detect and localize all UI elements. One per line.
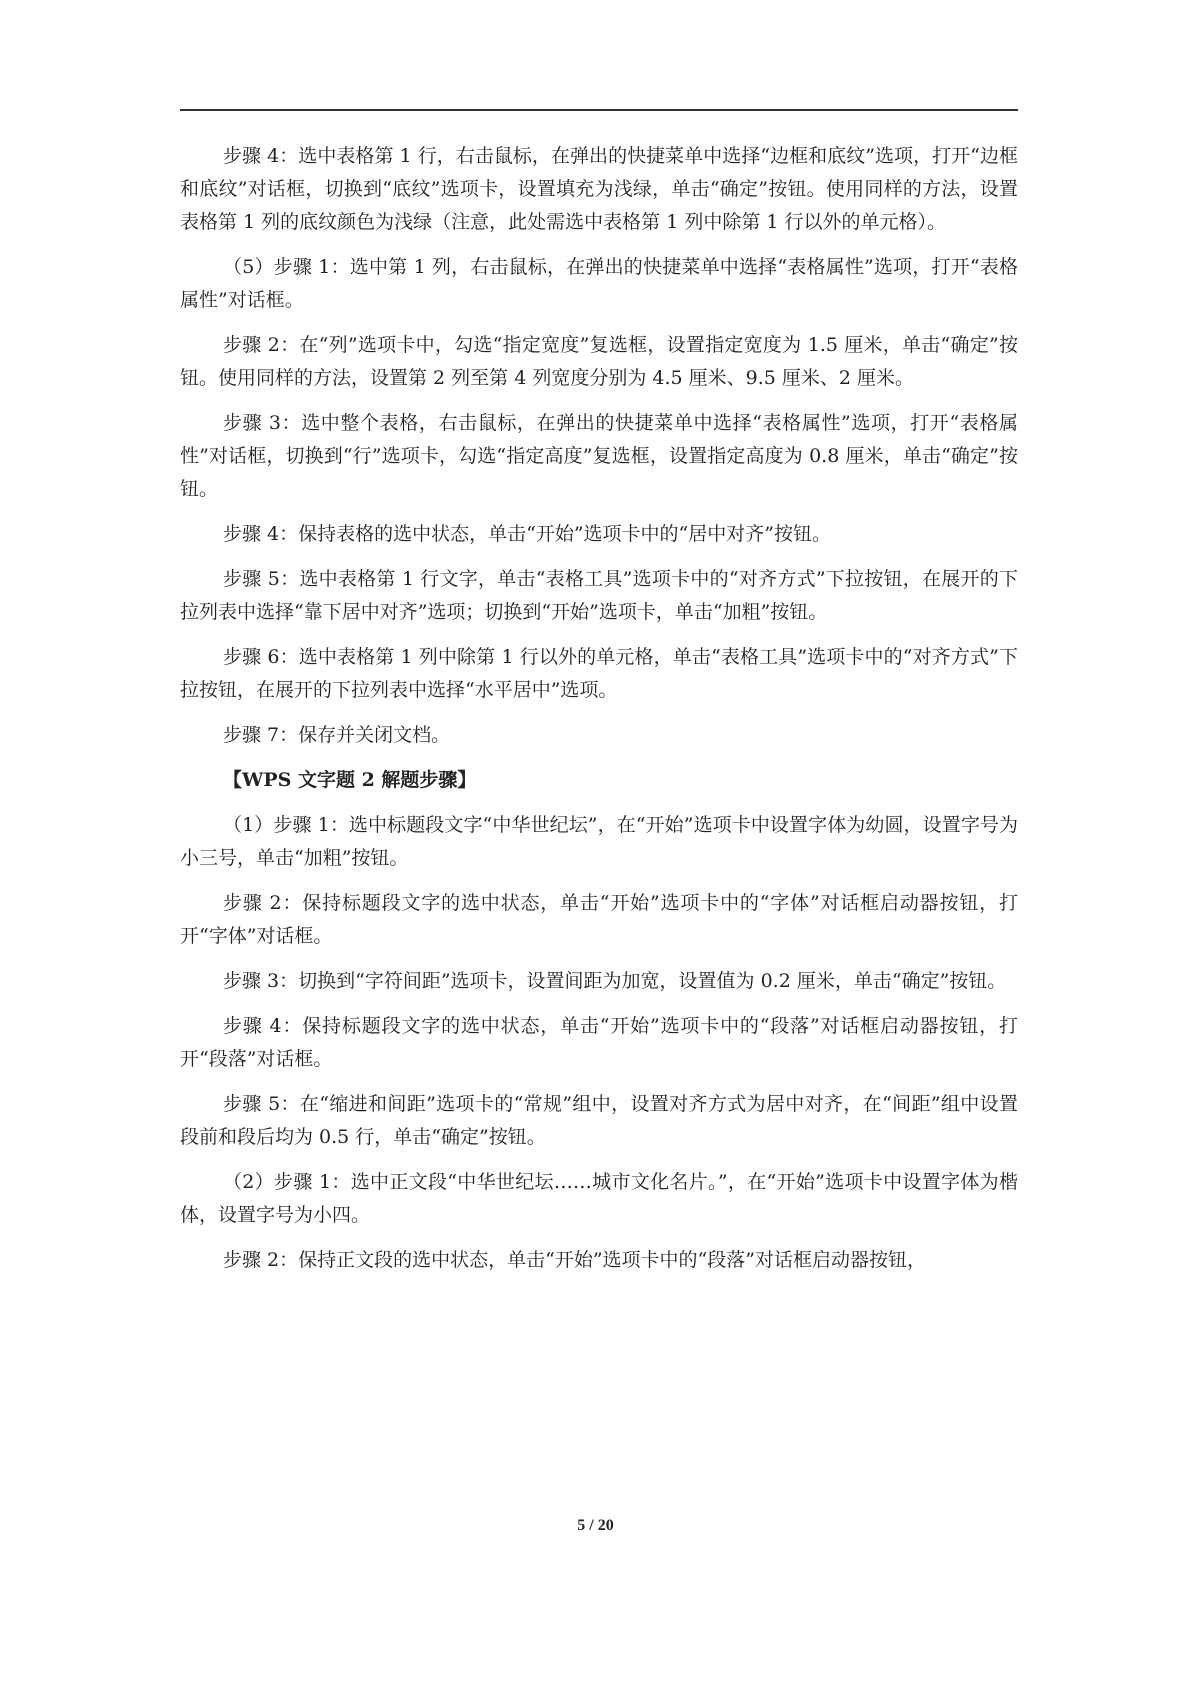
paragraph: 步骤 6：选中表格第 1 列中除第 1 行以外的单元格，单击“表格工具”选项卡中的“对齐方式”下拉按钮，在展开的下拉列表中选择“水平居中”选项。 — [180, 646, 1018, 701]
paragraph: 步骤 3：切换到“字符间距”选项卡，设置间距为加宽，设置值为 0.2 厘米，单击“确定”按钮。 — [223, 970, 1007, 992]
paragraph: 步骤 2：保持标题段文字的选中状态，单击“开始”选项卡中的“字体”对话框启动器按钮，打开“字体”对话框。 — [180, 892, 1018, 947]
paragraph: 步骤 7：保存并关闭文档。 — [223, 724, 451, 746]
paragraph: （1）步骤 1：选中标题段文字“中华世纪坛”，在“开始”选项卡中设置字体为幼圆，设置字号为小三号，单击“加粗”按钮。 — [180, 814, 1018, 869]
paragraph: （5）步骤 1：选中第 1 列，右击鼠标，在弹出的快捷菜单中选择“表格属性”选项，打开“表格属性”对话框。 — [180, 256, 1018, 311]
paragraph: （2）步骤 1：选中正文段“中华世纪坛……城市文化名片。”，在“开始”选项卡中设置字体为楷体，设置字号为小四。 — [180, 1171, 1018, 1226]
page-number: 5 / 20 — [577, 1517, 614, 1534]
paragraph: 步骤 2：在“列”选项卡中，勾选“指定宽度”复选框，设置指定宽度为 1.5 厘米，单击“确定”按钮。使用同样的方法，设置第 2 列至第 4 列宽度分别为 4.5 厘米、9.5 厘米、2 厘米。 — [180, 334, 1018, 389]
paragraph: 步骤 2：保持正文段的选中状态，单击“开始”选项卡中的“段落”对话框启动器按钮， — [223, 1249, 926, 1271]
header-rule — [180, 109, 1018, 111]
paragraph: 步骤 5：在“缩进和间距”选项卡的“常规”组中，设置对齐方式为居中对齐，在“间距”组中设置段前和段后均为 0.5 行，单击“确定”按钮。 — [180, 1093, 1018, 1148]
paragraph: 步骤 3：选中整个表格，右击鼠标，在弹出的快捷菜单中选择“表格属性”选项，打开“表格属性”对话框，切换到“行”选项卡，勾选“指定高度”复选框，设置指定高度为 0.8 厘米，单击“确定”按钮。 — [180, 412, 1018, 500]
paragraph: 步骤 4：选中表格第 1 行，右击鼠标，在弹出的快捷菜单中选择“边框和底纹”选项，打开“边框和底纹”对话框，切换到“底纹”选项卡，设置填充为浅绿，单击“确定”按钮。使用同样的方法，设置表格第 1 列的底纹颜色为浅绿（注意，此处需选中表格第 1 列中除第 1 行以外的单元格）。 — [180, 145, 1018, 233]
paragraph: 步骤 4：保持表格的选中状态，单击“开始”选项卡中的“居中对齐”按钮。 — [223, 523, 831, 545]
document-body — [180, 140, 1018, 1289]
paragraph: 步骤 4：保持标题段文字的选中状态，单击“开始”选项卡中的“段落”对话框启动器按钮，打开“段落”对话框。 — [180, 1015, 1018, 1070]
section-heading: 【WPS 文字题 2 解题步骤】 — [223, 769, 477, 791]
paragraph: 步骤 5：选中表格第 1 行文字，单击“表格工具”选项卡中的“对齐方式”下拉按钮，在展开的下拉列表中选择“靠下居中对齐”选项；切换到“开始”选项卡，单击“加粗”按钮。 — [180, 568, 1018, 623]
